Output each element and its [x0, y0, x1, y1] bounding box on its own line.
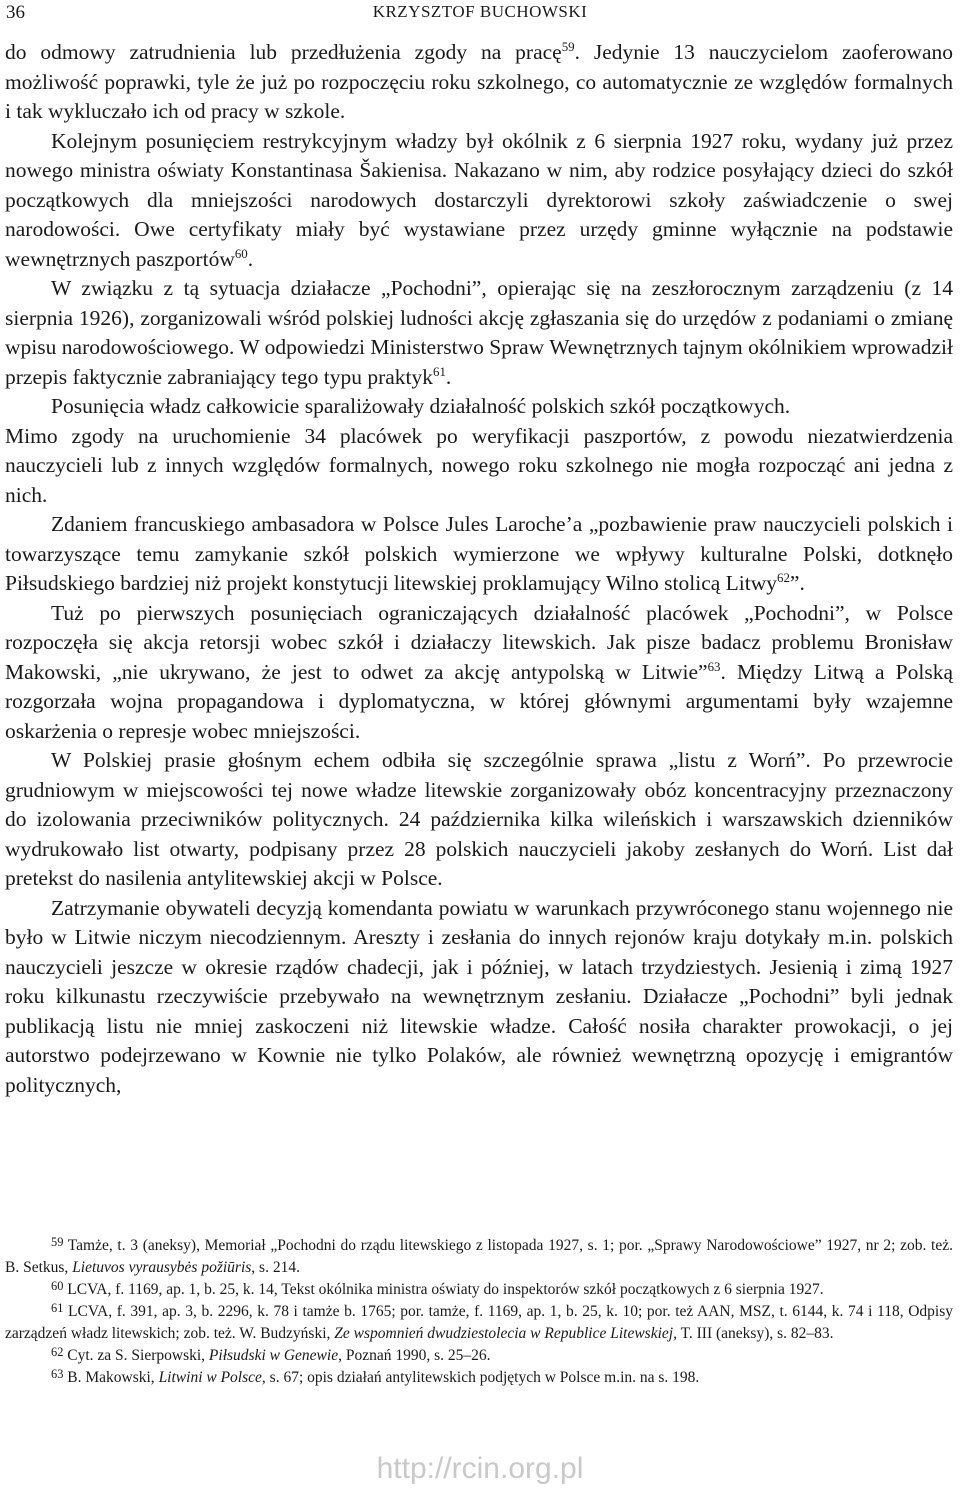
footnote-text: , s. 214. [251, 1259, 300, 1276]
footnote-number: 62 [51, 1344, 64, 1359]
footnote-text: LCVA, f. 391, ap. 3, b. 2296, k. 78 i tamże b. 1765; por. tamże, f. 1169, ap. 1, b. 25, k. 10; por. też AAN, MSZ, t. 6144, k. 74 i 118, Odpisy zarządzeń władz litewskich; zob. też. W. Budzyński, [5, 1303, 953, 1342]
footnote-title: Ze wspomnień dwudziestolecia w Republice Litewskiej [334, 1325, 674, 1342]
footnote-61 [5, 1301, 953, 1345]
footnote-number: 60 [51, 1278, 64, 1293]
watermark: http://rcin.org.pl [376, 1452, 584, 1485]
footnote-title: Litwini w Polsce [158, 1369, 262, 1386]
paragraph [5, 599, 953, 747]
footnote-text: B. Makowski, [67, 1369, 159, 1386]
footnote-ref: 60 [234, 246, 248, 261]
paragraph-text: . Jedynie 13 nauczycielom zaoferowano możliwość poprawki, tyle że już po rozpoczęciu roku szkolnego, co automatycznie ze względów formalnych i tak wykluczało ich od pracy w szkole. [5, 40, 953, 123]
footnote-59 [5, 1235, 953, 1279]
paragraph [5, 127, 953, 275]
paragraph-text: . [445, 364, 452, 389]
footnote-60 [5, 1279, 953, 1301]
footnote-number: 61 [51, 1300, 64, 1315]
paragraph-text: ”. [789, 571, 805, 595]
footnote-ref: 63 [707, 659, 721, 674]
footnote-title: Lietuvos vyrausybės požiūris [72, 1259, 252, 1276]
paragraph-text: . [247, 246, 254, 271]
paragraph [5, 38, 953, 127]
footnote-ref: 59 [561, 40, 575, 55]
paragraph: Mimo zgody na uruchomienie 34 placówek po weryfikacji paszportów, z powodu niezatwierdzenia nauczycieli lub z innych względów formalnych, nowego roku szkolnego nie mogła rozpocząć ani jedna z nich. [5, 423, 953, 507]
paragraph-text: do odmowy zatrudnienia lub przedłużenia zgody na pracę [5, 40, 562, 64]
footnote-title: Piłsudski w Genewie [208, 1347, 339, 1364]
paragraph-text: W związku z tą sytuacja działacze „Pochodni”, opierając się na zeszłorocznym zarządzeniu (z 14 sierpnia 1926), zorganizowali wśród polskiej ludności akcję zgłaszania się do urzędów z podaniami o zmianę wpisu narodowościowego. W odpowiedzi Ministerstwo Spraw Wewnętrznych tajnym okólnikiem wprowadził przepis faktycznie zabraniający tego typu praktyk [5, 276, 953, 389]
footnote-text: Tamże, t. 3 (aneksy), Memoriał „Pochodni do rządu litewskiego z listopada 1927, s. 1; por. „Sprawy Narodowościowe” 1927, nr 2; zob. też. B. Setkus, [5, 1237, 953, 1276]
footnote-text: , Poznań 1990, s. 25–26. [338, 1347, 491, 1364]
footnote-text: LCVA, f. 1169, ap. 1, b. 25, k. 14, Tekst okólnika ministra oświaty do inspektorów szkół początkowych z 6 sierpnia 1927. [67, 1281, 824, 1298]
footnote-ref: 62 [777, 571, 790, 586]
paragraph [5, 510, 953, 599]
paragraph-text: Kolejnym posunięciem restrykcyjnym władzy był okólnik z 6 sierpnia 1927 roku, wydany już przez nowego ministra oświaty Konstantinasa Šakienisa. Nakazano w nim, aby rodzice posyłający dzieci do szkół początkowych dla mniejszości narodowych dostarczyli dyrektorowi szkoły zaświadczenie o swej narodowości. Owe certyfikaty miały być wystawiane przez urzędy gminne wyłącznie na podstawie wewnętrznych paszportów [5, 128, 953, 271]
paragraph: W Polskiej prasie głośnym echem odbiła się szczególnie sprawa „listu z Worń”. Po przewrocie grudniowym w miejscowości tej nowe władze litewskie zorganizowały obóz koncentracyjny przeznaczony do izolowania przeciwników politycznych. 24 października kilka wileńskich i warszawskich dzienników wydrukowało list otwarty, podpisany przez 28 polskich nauczycieli jakoby zesłanych do Worń. List dał pretekst do nasilenia antylitewskiej akcji w Polsce. [5, 748, 953, 890]
running-head: KRZYSZTOF BUCHOWSKI [372, 2, 588, 21]
footnote-62 [5, 1345, 953, 1367]
paragraph: Zatrzymanie obywateli decyzją komendanta powiatu w warunkach przywróconego stanu wojennego nie było w Litwie niczym niecodziennym. Areszty i zesłania do innych rejonów kraju dotykały m.in. polskich nauczycieli jeszcze w okresie rządów chadecji, jak i później, w latach trzydziestych. Jesienią i zimą 1927 roku kilkunastu rzeczywiście przebywało na wewnętrznym zesłaniu. Działacze „Pochodni” byli jednak publikacją listu nie mniej zaskoczeni niż litewskie władze. Całość nosiła charakter prowokacji, o jej autorstwo podejrzewano w Kownie nie tylko Polaków, ale również wewnętrzną opozycję i emigrantów politycznych, [5, 895, 953, 1097]
footnote-ref: 61 [433, 364, 446, 379]
footnote-number: 63 [51, 1366, 64, 1381]
footnote-text: Cyt. za S. Sierpowski, [67, 1347, 209, 1364]
page-header [0, 0, 960, 30]
page-number: 36 [6, 2, 25, 23]
paragraph-text: Zdaniem francuskiego ambasadora w Polsce Jules Laroche’a „pozbawienie praw nauczycieli polskich i towarzyszące temu zamykanie szkół polskich wymierzone we wpływy kulturalne Polski, dotknęło Piłsudskiego bardziej niż projekt konstytucji litewskiej proklamujący Wilno stolicą Litwy [5, 512, 953, 595]
footnote-text: , s. 67; opis działań antylitewskich podjętych w Polsce m.in. na s. 198. [261, 1369, 700, 1386]
footnote-number: 59 [51, 1234, 64, 1249]
paragraph [5, 274, 953, 392]
footnote-63 [5, 1367, 953, 1389]
footnote-text: , T. III (aneksy), s. 82–83. [673, 1325, 834, 1342]
paragraph: Posunięcia władz całkowicie sparaliżowały działalność polskich szkół początkowych. [51, 394, 791, 418]
footnotes [5, 1235, 953, 1389]
paragraph-text: Tuż po pierwszych posunięciach ograniczających działalność placówek „Pochodni”, w Polsce rozpoczęła się akcja retorsji wobec szkół i działaczy litewskich. Jak pisze badacz problemu Bronisław Makowski, „nie ukrywano, że jest to odwet za akcję antypolską w Litwie” [5, 600, 953, 684]
body-text [5, 38, 953, 1100]
paragraph-text: . Między Litwą a Polską rozgorzała wojna propagandowa i dyplomatyczna, w której głównymi argumentami były wzajemne oskarżenia o represje wobec mniejszości. [5, 659, 953, 743]
